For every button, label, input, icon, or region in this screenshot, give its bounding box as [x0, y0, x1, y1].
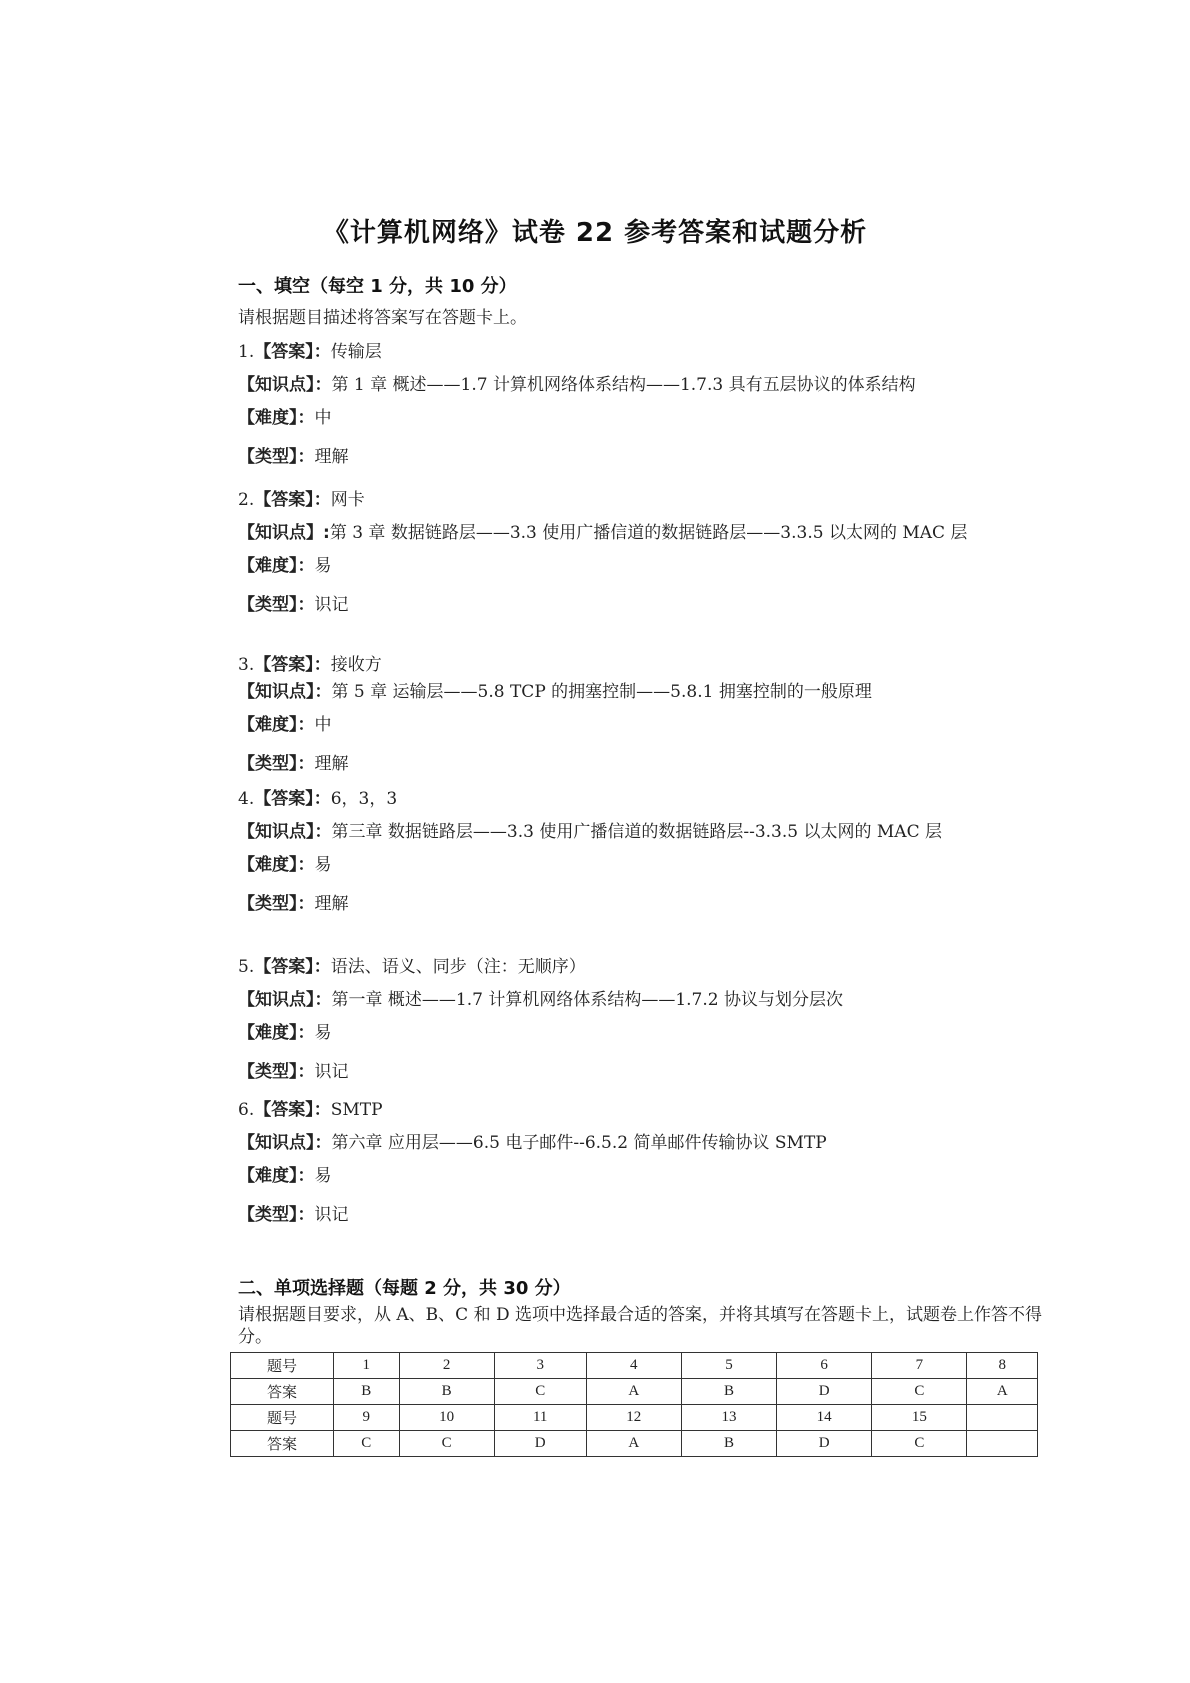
table-cell: 9 — [334, 1405, 400, 1431]
knowledge-line — [238, 681, 1058, 703]
table-cell: 7 — [872, 1353, 967, 1379]
table-cell: 5 — [681, 1353, 776, 1379]
type-label: 【类型】： — [238, 754, 315, 774]
type-label: 【类型】： — [238, 447, 315, 467]
type-value: 理解 — [314, 894, 349, 914]
table-row — [231, 1405, 1038, 1431]
answer-value: 接收方 — [330, 655, 382, 675]
table-cell — [967, 1431, 1038, 1457]
knowledge-value: 第六章 应用层——6.5 电子邮件--6.5.2 简单邮件传输协议 SMTP — [331, 1133, 827, 1153]
table-cell: A — [586, 1431, 681, 1457]
type-line — [238, 1061, 1058, 1083]
answer-line — [238, 788, 1058, 810]
type-line — [238, 753, 1058, 775]
answer-table — [230, 1352, 1038, 1457]
knowledge-value: 第 3 章 数据链路层——3.3 使用广播信道的数据链路层——3.3.5 以太网的 MAC 层 — [329, 523, 968, 543]
table-cell: 1 — [334, 1353, 400, 1379]
answer-label: 【答案】： — [254, 1100, 331, 1120]
table-cell: C — [399, 1431, 494, 1457]
table-cell: 6 — [777, 1353, 872, 1379]
answer-item — [238, 788, 1058, 915]
answer-label: 【答案】： — [254, 490, 331, 510]
answer-line — [238, 341, 1058, 363]
answer-item — [238, 489, 1058, 616]
difficulty-line — [238, 714, 1058, 736]
knowledge-line — [238, 989, 1058, 1011]
section-single-choice — [238, 1274, 1058, 1348]
item-number: 6. — [238, 1100, 255, 1120]
difficulty-label: 【难度】： — [238, 1166, 315, 1186]
answer-label: 【答案】： — [254, 655, 331, 675]
answer-value: 传输层 — [330, 342, 382, 362]
knowledge-line — [238, 374, 1058, 396]
difficulty-line — [238, 555, 1058, 577]
difficulty-line — [238, 1165, 1058, 1187]
answer-label: 【答案】： — [254, 789, 331, 809]
difficulty-label: 【难度】： — [238, 556, 315, 576]
table-row — [231, 1431, 1038, 1457]
table-cell: 2 — [399, 1353, 494, 1379]
item-number: 2. — [238, 490, 255, 510]
table-cell: B — [681, 1379, 776, 1405]
answer-line — [238, 1099, 1058, 1121]
page-title: 《计算机网络》试卷 22 参考答案和试题分析 — [322, 218, 868, 248]
type-line — [238, 1204, 1058, 1226]
knowledge-value: 第 1 章 概述——1.7 计算机网络体系结构——1.7.3 具有五层协议的体系结构 — [331, 375, 916, 395]
type-line — [238, 446, 1058, 468]
difficulty-label: 【难度】： — [238, 855, 315, 875]
knowledge-label: 【知识点】： — [238, 1133, 332, 1153]
table-cell: 4 — [586, 1353, 681, 1379]
section-fill-in — [238, 272, 1058, 329]
answer-item — [238, 341, 1058, 468]
difficulty-line — [238, 854, 1058, 876]
table-cell: 11 — [494, 1405, 586, 1431]
knowledge-line — [238, 1132, 1058, 1154]
knowledge-line — [238, 821, 1058, 843]
knowledge-label: 【知识点】： — [238, 990, 332, 1010]
difficulty-value: 易 — [314, 1023, 332, 1043]
table-cell: 14 — [777, 1405, 872, 1431]
knowledge-value: 第一章 概述——1.7 计算机网络体系结构——1.7.2 协议与划分层次 — [331, 990, 844, 1010]
item-number: 3. — [238, 655, 255, 675]
difficulty-value: 中 — [314, 408, 332, 428]
section-heading: 一、填空（每空 1 分，共 10 分） — [238, 276, 517, 297]
difficulty-line — [238, 407, 1058, 429]
table-cell: 12 — [586, 1405, 681, 1431]
table-cell: 8 — [967, 1353, 1038, 1379]
table-cell: C — [872, 1379, 967, 1405]
table-row — [231, 1353, 1038, 1379]
knowledge-line — [238, 522, 1058, 544]
difficulty-value: 中 — [314, 715, 332, 735]
table-cell: D — [777, 1431, 872, 1457]
table-cell: C — [334, 1431, 400, 1457]
type-label: 【类型】： — [238, 595, 315, 615]
type-label: 【类型】： — [238, 1062, 315, 1082]
table-cell: B — [334, 1379, 400, 1405]
difficulty-value: 易 — [314, 556, 332, 576]
table-cell: C — [494, 1379, 586, 1405]
table-cell: 10 — [399, 1405, 494, 1431]
type-value: 识记 — [314, 595, 349, 615]
answer-line — [238, 956, 1058, 978]
table-cell: A — [967, 1379, 1038, 1405]
table-cell — [967, 1405, 1038, 1431]
table-row — [231, 1379, 1038, 1405]
type-line — [238, 893, 1058, 915]
table-cell: C — [872, 1431, 967, 1457]
table-cell: B — [399, 1379, 494, 1405]
answer-label: 【答案】： — [254, 342, 331, 362]
knowledge-value: 第 5 章 运输层——5.8 TCP 的拥塞控制——5.8.1 拥塞控制的一般原理 — [331, 682, 872, 702]
answer-item — [238, 1099, 1058, 1226]
table-cell: 3 — [494, 1353, 586, 1379]
item-number: 5. — [238, 957, 255, 977]
knowledge-label: 【知识点】： — [238, 375, 332, 395]
table-row-header: 题号 — [231, 1405, 334, 1431]
table-cell: D — [777, 1379, 872, 1405]
type-line — [238, 594, 1058, 616]
section-instruction: 请根据题目要求，从 A、B、C 和 D 选项中选择最合适的答案，并将其填写在答题卡上，试题卷上作答不得分。 — [238, 1305, 1043, 1347]
knowledge-label: 【知识点】： — [238, 822, 332, 842]
type-label: 【类型】： — [238, 1205, 315, 1225]
table-row-header: 题号 — [231, 1353, 334, 1379]
type-value: 识记 — [314, 1205, 349, 1225]
table-row-header: 答案 — [231, 1379, 334, 1405]
table-row-header: 答案 — [231, 1431, 334, 1457]
answer-value: 6，3，3 — [330, 789, 398, 809]
item-number: 1. — [238, 342, 255, 362]
difficulty-label: 【难度】： — [238, 408, 315, 428]
answer-value: 语法、语义、同步（注：无顺序） — [330, 957, 586, 977]
type-label: 【类型】： — [238, 894, 315, 914]
answer-value: 网卡 — [330, 490, 365, 510]
section-instruction: 请根据题目描述将答案写在答题卡上。 — [238, 308, 527, 328]
knowledge-label: 【知识点】： — [238, 682, 332, 702]
difficulty-line — [238, 1022, 1058, 1044]
type-value: 识记 — [314, 1062, 349, 1082]
answer-item — [238, 654, 1058, 775]
table-cell: 15 — [872, 1405, 967, 1431]
knowledge-value: 第三章 数据链路层——3.3 使用广播信道的数据链路层--3.3.5 以太网的 MAC 层 — [331, 822, 942, 842]
difficulty-label: 【难度】： — [238, 1023, 315, 1043]
table-cell: A — [586, 1379, 681, 1405]
table-cell: 13 — [681, 1405, 776, 1431]
type-value: 理解 — [314, 447, 349, 467]
answer-value: SMTP — [330, 1100, 383, 1120]
section-heading: 二、单项选择题（每题 2 分，共 30 分） — [238, 1278, 571, 1299]
answer-item — [238, 956, 1058, 1083]
difficulty-label: 【难度】： — [238, 715, 315, 735]
answer-label: 【答案】： — [254, 957, 331, 977]
table-cell: B — [681, 1431, 776, 1457]
table-cell: D — [494, 1431, 586, 1457]
answer-line — [238, 654, 1058, 676]
difficulty-value: 易 — [314, 855, 332, 875]
type-value: 理解 — [314, 754, 349, 774]
item-number: 4. — [238, 789, 255, 809]
knowledge-label: 【知识点】: — [238, 523, 330, 543]
answer-line — [238, 489, 1058, 511]
difficulty-value: 易 — [314, 1166, 332, 1186]
